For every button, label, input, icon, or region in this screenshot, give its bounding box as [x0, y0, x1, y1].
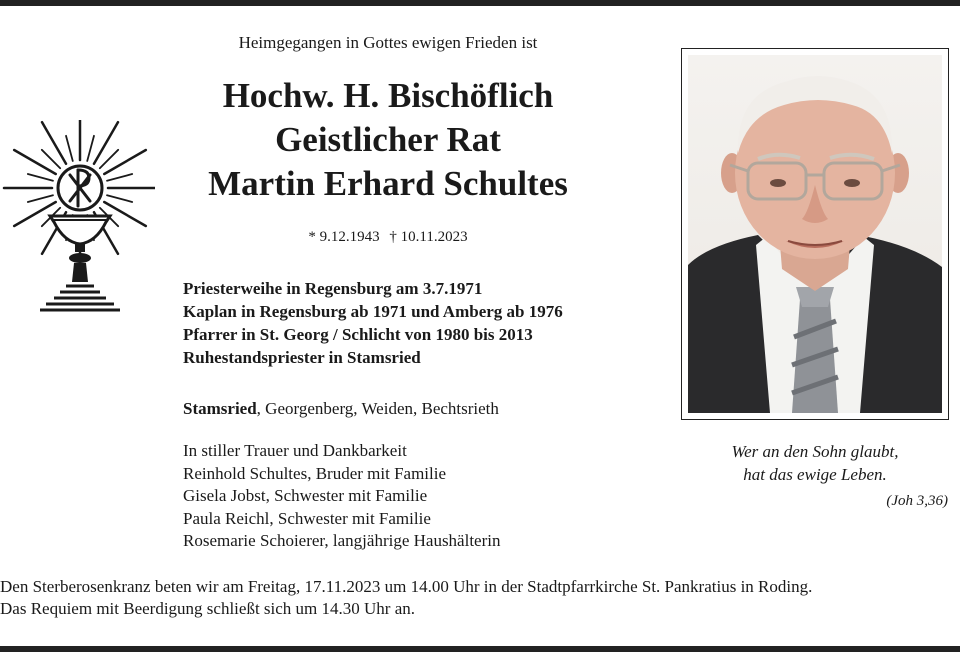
mourners-heading: In stiller Trauer und Dankbarkeit [183, 441, 407, 460]
mourner-name: Paula Reichl, Schwester mit Familie [183, 508, 431, 528]
ray [42, 150, 60, 168]
name-line: Martin Erhard Schultes [208, 164, 568, 203]
name-line: Hochw. H. Bischöflich [222, 76, 554, 115]
death-date: † 10.11.2023 [389, 229, 468, 245]
top-border-rule [0, 0, 960, 6]
ray [42, 122, 66, 164]
ray [87, 136, 94, 161]
mourner-name: Rosemarie Schoierer, langjährige Haushälterin [183, 531, 501, 550]
ray [107, 195, 132, 202]
portrait-illustration [688, 55, 942, 413]
career-list [183, 277, 563, 369]
career-item: Kaplan in Regensburg ab 1971 und Amberg ab 1976 [183, 302, 563, 321]
verse-reference: (Joh 3,36) [886, 493, 948, 509]
portrait-frame [681, 48, 949, 420]
ray [100, 150, 118, 168]
name-line: Geistlicher Rat [275, 120, 501, 159]
chalice-with-host-icon [0, 120, 155, 315]
career-item: Priesterweihe in Regensburg am 3.7.1971 [183, 279, 483, 298]
mourner-name: Gisela Jobst, Schwester mit Familie [183, 486, 428, 505]
bottom-border-rule [0, 646, 960, 652]
ray [14, 202, 56, 226]
ray [14, 150, 56, 174]
birth-date: * 9.12.1943 [308, 229, 380, 245]
ray [28, 174, 53, 181]
service-announcement [0, 576, 812, 620]
mourner-name: Reinhold Schultes, Bruder mit Familie [183, 463, 447, 483]
verse-line: hat das ewige Leben. [743, 465, 887, 484]
ray [66, 136, 73, 161]
announcement-line: Das Requiem mit Beerdigung schließt sich um 14.30 Uhr an. [0, 599, 416, 618]
place-others: , Georgenberg, Weiden, Bechtsrieth [256, 399, 499, 418]
career-item: Pfarrer in St. Georg / Schlicht von 1980 bis 2013 [183, 325, 533, 344]
portrait-photo [688, 55, 942, 413]
bible-verse [690, 440, 940, 486]
places-line [183, 399, 499, 419]
ray [104, 150, 146, 174]
career-item: Ruhestandspriester in Stamsried [183, 348, 421, 367]
ray [104, 202, 146, 226]
verse-line: Wer an den Sohn glaubt, [731, 442, 899, 461]
intro-text: Heimgegangen in Gottes ewigen Frieden ist [238, 33, 538, 52]
life-dates [190, 229, 586, 246]
ray [94, 122, 118, 164]
place-primary: Stamsried [183, 399, 257, 418]
ray [28, 195, 53, 202]
ray [107, 174, 132, 181]
announcement-line: Den Sterberosenkranz beten wir am Freitag, 17.11.2023 um 14.00 Uhr in der Stadtpfarrkirche St. Pankratius in Roding. [0, 577, 813, 596]
mourners-list [183, 440, 500, 553]
deceased-name [150, 74, 626, 206]
